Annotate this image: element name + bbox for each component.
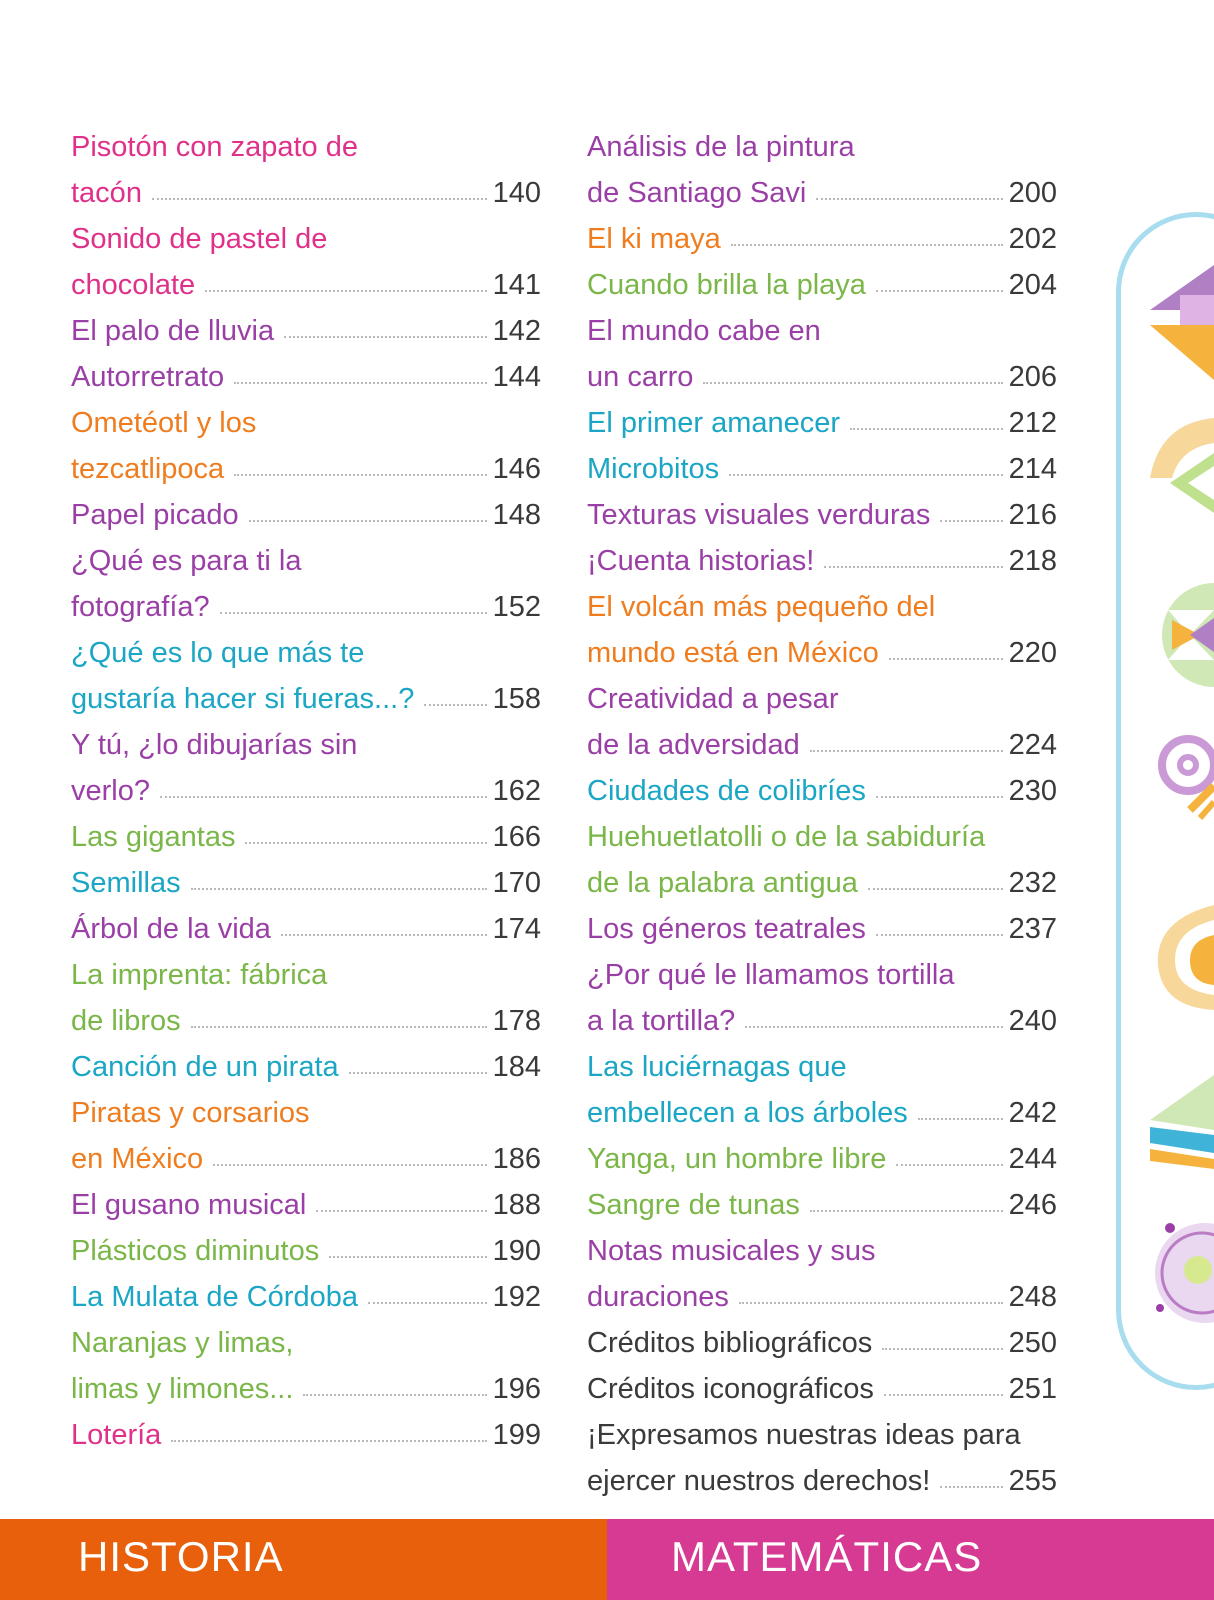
toc-entry-title: Créditos iconográficos <box>587 1373 874 1405</box>
toc-page-number: 152 <box>492 591 541 623</box>
toc-entry <box>587 216 1057 262</box>
toc-page-number: 162 <box>492 775 541 807</box>
toc-entry <box>71 768 541 814</box>
toc-entry-title: mundo está en México <box>587 637 879 669</box>
toc-entry <box>71 1274 541 1320</box>
toc-entry-title: Creatividad a pesar <box>587 683 839 715</box>
toc-dot-leader <box>245 842 486 844</box>
toc-entry <box>71 1136 541 1182</box>
spiral-shape-icon <box>1150 730 1214 820</box>
toc-entry-title: a la tortilla? <box>587 1005 736 1037</box>
toc-left-column <box>71 124 541 1458</box>
toc-page-number: 237 <box>1008 913 1057 945</box>
toc-dot-leader <box>152 198 487 200</box>
toc-page-number: 199 <box>492 1419 541 1451</box>
toc-entry-title: La Mulata de Córdoba <box>71 1281 358 1313</box>
toc-entry-title: Los géneros teatrales <box>587 913 866 945</box>
toc-page-number: 206 <box>1008 361 1057 393</box>
toc-dot-leader <box>882 1348 1002 1350</box>
toc-entry-title: verlo? <box>71 775 150 807</box>
toc-entry <box>71 124 541 170</box>
toc-entry-title: Sonido de pastel de <box>71 223 328 255</box>
toc-entry-title: El gusano musical <box>71 1189 307 1221</box>
toc-dot-leader <box>234 474 486 476</box>
toc-entry-title: de Santiago Savi <box>587 177 807 209</box>
toc-dot-leader <box>234 382 486 384</box>
toc-entry-title: de libros <box>71 1005 181 1037</box>
toc-entry-title: tezcatlipoca <box>71 453 225 485</box>
toc-entry-title: ¿Qué es para ti la <box>71 545 302 577</box>
toc-entry-title: ejercer nuestros derechos! <box>587 1465 931 1497</box>
toc-page-number: 220 <box>1008 637 1057 669</box>
toc-dot-leader <box>249 520 487 522</box>
toc-entry-title: chocolate <box>71 269 196 301</box>
toc-entry <box>71 354 541 400</box>
toc-entry <box>587 1090 1057 1136</box>
toc-page-number: 212 <box>1008 407 1057 439</box>
toc-entry-title: gustaría hacer si fueras...? <box>71 683 415 715</box>
toc-entry <box>587 446 1057 492</box>
toc-entry-title: ¡Cuenta historias! <box>587 545 815 577</box>
toc-page-number: 200 <box>1008 177 1057 209</box>
toc-dot-leader <box>368 1302 487 1304</box>
toc-entry-title: Notas musicales y sus <box>587 1235 876 1267</box>
toc-entry-title: El mundo cabe en <box>587 315 821 347</box>
splash-shape-icon <box>1150 1208 1214 1338</box>
toc-dot-leader <box>284 336 486 338</box>
toc-entry-title: Árbol de la vida <box>71 913 271 945</box>
toc-page-number: 188 <box>492 1189 541 1221</box>
toc-dot-leader <box>810 750 1003 752</box>
toc-dot-leader <box>213 1164 486 1166</box>
toc-dot-leader <box>850 428 1003 430</box>
toc-entry <box>71 262 541 308</box>
toc-dot-leader <box>731 244 1003 246</box>
toc-entry <box>587 538 1057 584</box>
toc-entry-title: ¿Qué es lo que más te <box>71 637 365 669</box>
toc-dot-leader <box>424 704 486 706</box>
toc-entry <box>587 400 1057 446</box>
toc-page-number: 248 <box>1008 1281 1057 1313</box>
toc-entry <box>587 1182 1057 1228</box>
toc-entry <box>587 1458 1057 1504</box>
toc-dot-leader <box>171 1440 486 1442</box>
toc-page-number: 251 <box>1008 1373 1057 1405</box>
toc-entry-title: de la palabra antigua <box>587 867 858 899</box>
toc-page-number: 202 <box>1008 223 1057 255</box>
toc-entry-title: Pisotón con zapato de <box>71 131 358 163</box>
toc-entry <box>71 952 541 998</box>
toc-entry <box>71 400 541 446</box>
toc-entry-title: El primer amanecer <box>587 407 841 439</box>
toc-page-number: 192 <box>492 1281 541 1313</box>
toc-page-number: 174 <box>492 913 541 945</box>
toc-entry-title: ¿Por qué le llamamos tortilla <box>587 959 955 991</box>
toc-entry <box>587 768 1057 814</box>
toc-entry-title: tacón <box>71 177 142 209</box>
toc-entry <box>71 1366 541 1412</box>
toc-entry-title: duraciones <box>587 1281 729 1313</box>
toc-dot-leader <box>816 198 1002 200</box>
toc-dot-leader <box>876 290 1003 292</box>
toc-entry <box>71 676 541 722</box>
toc-dot-leader <box>876 796 1003 798</box>
toc-entry-title: Plásticos diminutos <box>71 1235 320 1267</box>
toc-page-number: 190 <box>492 1235 541 1267</box>
toc-entry <box>71 814 541 860</box>
toc-entry-title: Créditos bibliográficos <box>587 1327 873 1359</box>
toc-page-number: 255 <box>1008 1465 1057 1497</box>
toc-entry-title: Ometéotl y los <box>71 407 257 439</box>
toc-dot-leader <box>281 934 487 936</box>
toc-page-number: 148 <box>492 499 541 531</box>
toc-dot-leader <box>349 1072 487 1074</box>
toc-entry <box>587 860 1057 906</box>
toc-entry-title: Texturas visuales verduras <box>587 499 931 531</box>
toc-page-number: 244 <box>1008 1143 1057 1175</box>
toc-page-number: 166 <box>492 821 541 853</box>
toc-dot-leader <box>884 1394 1003 1396</box>
footer-matematicas-label: MATEMÁTICAS <box>671 1533 983 1580</box>
toc-page-number: 178 <box>492 1005 541 1037</box>
toc-entry-title: El ki maya <box>587 223 721 255</box>
toc-entry-title: Huehuetlatolli o de la sabiduría <box>587 821 986 853</box>
hourglass-shape-icon <box>1150 580 1214 690</box>
toc-page-number: 204 <box>1008 269 1057 301</box>
toc-page-number: 146 <box>492 453 541 485</box>
toc-dot-leader <box>316 1210 486 1212</box>
footer-matematicas-band <box>607 1519 1214 1600</box>
toc-page-number: 214 <box>1008 453 1057 485</box>
toc-entry-title: Ciudades de colibríes <box>587 775 866 807</box>
toc-entry-title: de la adversidad <box>587 729 800 761</box>
toc-entry-title: Sangre de tunas <box>587 1189 800 1221</box>
toc-dot-leader <box>220 612 487 614</box>
toc-dot-leader <box>824 566 1002 568</box>
toc-entry-title: La imprenta: fábrica <box>71 959 328 991</box>
toc-entry <box>71 170 541 216</box>
toc-entry <box>71 1412 541 1458</box>
toc-dot-leader <box>876 934 1003 936</box>
toc-entry <box>587 354 1057 400</box>
toc-dot-leader <box>205 290 486 292</box>
toc-page-number: 158 <box>492 683 541 715</box>
toc-dot-leader <box>303 1394 486 1396</box>
toc-dot-leader <box>191 1026 487 1028</box>
toc-entry <box>71 630 541 676</box>
toc-page-number: 142 <box>492 315 541 347</box>
toc-entry <box>587 814 1057 860</box>
toc-entry-title: fotografía? <box>71 591 210 623</box>
toc-entry <box>587 262 1057 308</box>
toc-entry-title: Y tú, ¿lo dibujarías sin <box>71 729 358 761</box>
toc-entry <box>587 1044 1057 1090</box>
toc-entry-title: Piratas y corsarios <box>71 1097 310 1129</box>
toc-entry <box>71 1320 541 1366</box>
toc-page-number: 218 <box>1008 545 1057 577</box>
toc-dot-leader <box>810 1210 1003 1212</box>
toc-entry-title: embellecen a los árboles <box>587 1097 908 1129</box>
toc-entry <box>71 906 541 952</box>
toc-entry <box>71 998 541 1044</box>
hand-shape-icon <box>1150 895 1214 1015</box>
toc-entry-title: El palo de lluvia <box>71 315 275 347</box>
toc-entry <box>587 1366 1057 1412</box>
toc-entry <box>71 492 541 538</box>
toc-entry <box>587 906 1057 952</box>
toc-entry-title: Semillas <box>71 867 181 899</box>
toc-entry <box>71 216 541 262</box>
toc-page-number: 242 <box>1008 1097 1057 1129</box>
toc-right-column <box>587 124 1057 1504</box>
toc-entry <box>587 1136 1057 1182</box>
toc-entry <box>587 998 1057 1044</box>
toc-page-number: 196 <box>492 1373 541 1405</box>
toc-dot-leader <box>160 796 487 798</box>
toc-entry-title: un carro <box>587 361 694 393</box>
toc-entry <box>71 1228 541 1274</box>
toc-entry <box>71 538 541 584</box>
toc-entry <box>587 676 1057 722</box>
toc-entry <box>587 630 1057 676</box>
toc-entry-title: El volcán más pequeño del <box>587 591 936 623</box>
toc-entry <box>587 1228 1057 1274</box>
arrow-shape-icon <box>1150 255 1214 385</box>
toc-dot-leader <box>191 888 487 890</box>
toc-entry <box>587 124 1057 170</box>
toc-entry <box>587 1320 1057 1366</box>
toc-entry-title: Canción de un pirata <box>71 1051 339 1083</box>
toc-page-number: 250 <box>1008 1327 1057 1359</box>
toc-entry-title: limas y limones... <box>71 1373 294 1405</box>
toc-page-number: 240 <box>1008 1005 1057 1037</box>
toc-page-number: 170 <box>492 867 541 899</box>
toc-dot-leader <box>889 658 1003 660</box>
toc-entry-title: Naranjas y limas, <box>71 1327 294 1359</box>
toc-entry <box>587 308 1057 354</box>
toc-entry-title: en México <box>71 1143 204 1175</box>
toc-entry <box>587 492 1057 538</box>
toc-page-number: 141 <box>492 269 541 301</box>
toc-dot-leader <box>745 1026 1002 1028</box>
toc-dot-leader <box>896 1164 1002 1166</box>
toc-dot-leader <box>868 888 1003 890</box>
toc-entry <box>587 170 1057 216</box>
toc-entry-title: Yanga, un hombre libre <box>587 1143 887 1175</box>
toc-dot-leader <box>729 474 1002 476</box>
toc-entry-title: Las gigantas <box>71 821 236 853</box>
toc-page-number: 140 <box>492 177 541 209</box>
toc-entry <box>587 584 1057 630</box>
toc-entry-title: Autorretrato <box>71 361 225 393</box>
toc-page-number: 246 <box>1008 1189 1057 1221</box>
toc-entry <box>587 722 1057 768</box>
toc-page-number: 184 <box>492 1051 541 1083</box>
toc-entry-title: Microbitos <box>587 453 720 485</box>
footer-historia-band <box>0 1519 607 1600</box>
toc-entry-title: Papel picado <box>71 499 239 531</box>
toc-entry <box>587 1274 1057 1320</box>
toc-entry <box>71 584 541 630</box>
toc-entry <box>71 1182 541 1228</box>
toc-dot-leader <box>703 382 1002 384</box>
footer-historia-label: HISTORIA <box>78 1533 284 1580</box>
toc-page-number: 186 <box>492 1143 541 1175</box>
toc-entry <box>71 1044 541 1090</box>
chevron-shape-icon <box>1150 418 1214 518</box>
toc-dot-leader <box>918 1118 1003 1120</box>
toc-entry <box>71 446 541 492</box>
toc-entry <box>71 860 541 906</box>
toc-entry <box>587 952 1057 998</box>
fan-shape-icon <box>1150 1075 1214 1175</box>
toc-page-number: 144 <box>492 361 541 393</box>
toc-entry-title: Las luciérnagas que <box>587 1051 847 1083</box>
toc-entry <box>587 1412 1057 1458</box>
toc-entry-title: Análisis de la pintura <box>587 131 855 163</box>
toc-entry-title: ¡Expresamos nuestras ideas para <box>587 1419 1021 1451</box>
toc-page-number: 224 <box>1008 729 1057 761</box>
toc-page-number: 232 <box>1008 867 1057 899</box>
toc-dot-leader <box>940 1486 1002 1488</box>
toc-dot-leader <box>940 520 1002 522</box>
toc-page-number: 216 <box>1008 499 1057 531</box>
toc-entry-title: Cuando brilla la playa <box>587 269 866 301</box>
toc-dot-leader <box>739 1302 1003 1304</box>
toc-entry <box>71 308 541 354</box>
toc-entry <box>71 722 541 768</box>
toc-dot-leader <box>329 1256 486 1258</box>
toc-entry-title: Lotería <box>71 1419 162 1451</box>
toc-entry <box>71 1090 541 1136</box>
toc-page-number: 230 <box>1008 775 1057 807</box>
